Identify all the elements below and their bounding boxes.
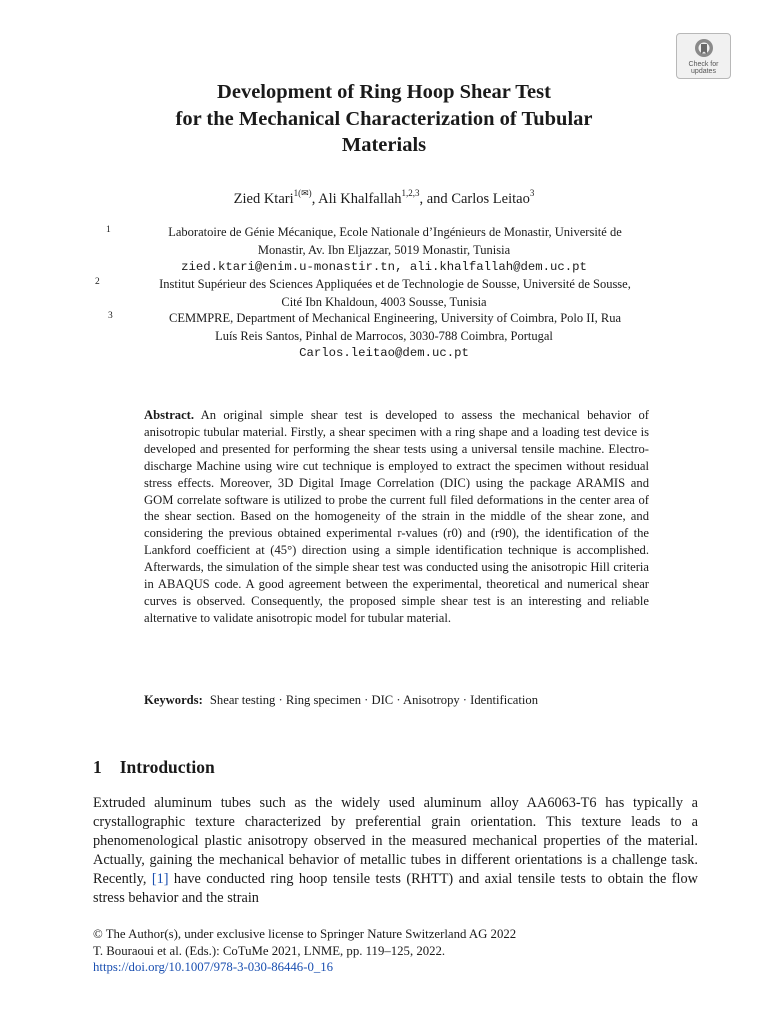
bookmark-icon [694,38,714,58]
doi-link[interactable]: https://doi.org/10.1007/978-3-030-86446-0_16 [93,960,334,975]
affiliation-number: 1 [106,225,111,235]
intro-paragraph: Extruded aluminum tubes such as the widely used aluminum alloy AA6063-T6 has typically a crystallographic texture characterized by preferential grain orientation. This texture leads to a phenomenological plastic anisotropy observed in the measured mechanical properties of the material. Actually, gaining the mechanical behavior of metallic tubes in different orientations is a challenge task. Recently, [1] have conducted ring hoop tensile tests (RHTT) and axial tensile tests to obtain the flow stress behavior and the strain [93,795,698,906]
section-heading [93,757,215,778]
abstract [144,407,649,627]
affiliation-number: 2 [95,277,100,287]
author-name: Ali Khalfallah [318,191,402,207]
badge-label: Check for updates [688,61,719,75]
author-affiliation-marker: 1,2,3 [401,188,420,199]
title-line: Development of Ring Hoop Shear Test [217,81,551,103]
citation-link[interactable]: [1] [151,870,169,887]
title-line: for the Mechanical Characterization of Tubular [175,107,593,130]
page-footer [93,926,516,976]
keywords-label: Keywords: [144,693,203,707]
abstract-label: Abstract. [144,408,195,422]
section-title: Introduction [119,757,215,777]
title-line: Materials [341,134,427,156]
affiliation-2: 2 Institut Supérieur des Sciences Appliquées et de Technologie de Sousse, Université de Sousse, Cité Ibn Khaldoun, 4003 Sousse, Tunisia [0,276,768,311]
author-name: Zied Ktari [233,191,294,207]
copyright-notice: © The Author(s), under exclusive license to Springer Nature Switzerland AG 2022 [93,927,517,941]
paper-title [0,79,768,159]
affiliation-number: 3 [108,311,113,321]
author-list: Zied Ktari$^{1(✉)}$, Ali Khalfallah$^{1,2,3}$, and Carlos Leitao$^3$ [233,188,535,207]
publication-reference: T. Bouraoui et al. (Eds.): CoTuMe 2021, LNME, pp. 119–125, 2022. [93,943,446,958]
affiliation-3: 3 CEMMPRE, Department of Mechanical Engineering, University of Coimbra, Polo II, Rua Luís Reis Santos, Pinhal de Marrocos, 3030-788 Coimbra, Portugal Carlos.leitao@dem.uc.pt [0,310,768,363]
abstract-text: An original simple shear test is developed to assess the mechanical behavior of anisotropic tubular material. Firstly, a shear specimen with a ring shape and a loading test device is developed and presented for performing the shear tests using a universal tensile machine. Electro-discharge Machine using wire cut technique is employed to extract the specimen without residual stress effects. Moreover, 3D Digital Image Correlation (DIC) using the package ARAMIS and GOM correlate software is utilized to probe the current full filed deformations in the center area of the shear section. Based on the homogeneity of the strain in the middle of the shear zone, and considering the previous obtained experimental r-values (r0) and (r90), the identification of the Lankford coefficient at (45°) direction using a simple identification technique is accomplished. Afterwards, the simulation of the simple shear test was conducted using the anisotropic Hill criteria in ABAQUS code. A good agreement between the experimental, theoretical and numerical shear curves is observed. Consequently, the proposed simple shear test is an interesting and reliable alternative to validate anisotropic model for tubular material. [144,408,649,625]
author-name: Carlos Leitao [451,191,530,207]
affiliation-1: 1 Laboratoire de Génie Mécanique, Ecole Nationale d’Ingénieurs de Monastir, Université de Monastir, Av. Ibn Eljazzar, 5019 Monastir, Tunisia zied.ktari@enim.u-monastir.tn, ali.khalfallah@dem.uc.pt [0,224,768,277]
section-number: 1 [93,757,102,777]
keywords-text: Shear testing · Ring specimen · DIC · Anisotropy · Identification [209,693,538,707]
check-for-updates-badge[interactable] [676,33,731,79]
affiliation-email[interactable]: zied.ktari@enim.u-monastir.tn, ali.khalfallah@dem.uc.pt [181,260,587,274]
keywords [144,693,704,708]
author-affiliation-marker: 1(✉) [293,188,312,199]
affiliation-email[interactable]: Carlos.leitao@dem.uc.pt [299,346,469,360]
author-affiliation-marker: 3 [529,188,535,199]
